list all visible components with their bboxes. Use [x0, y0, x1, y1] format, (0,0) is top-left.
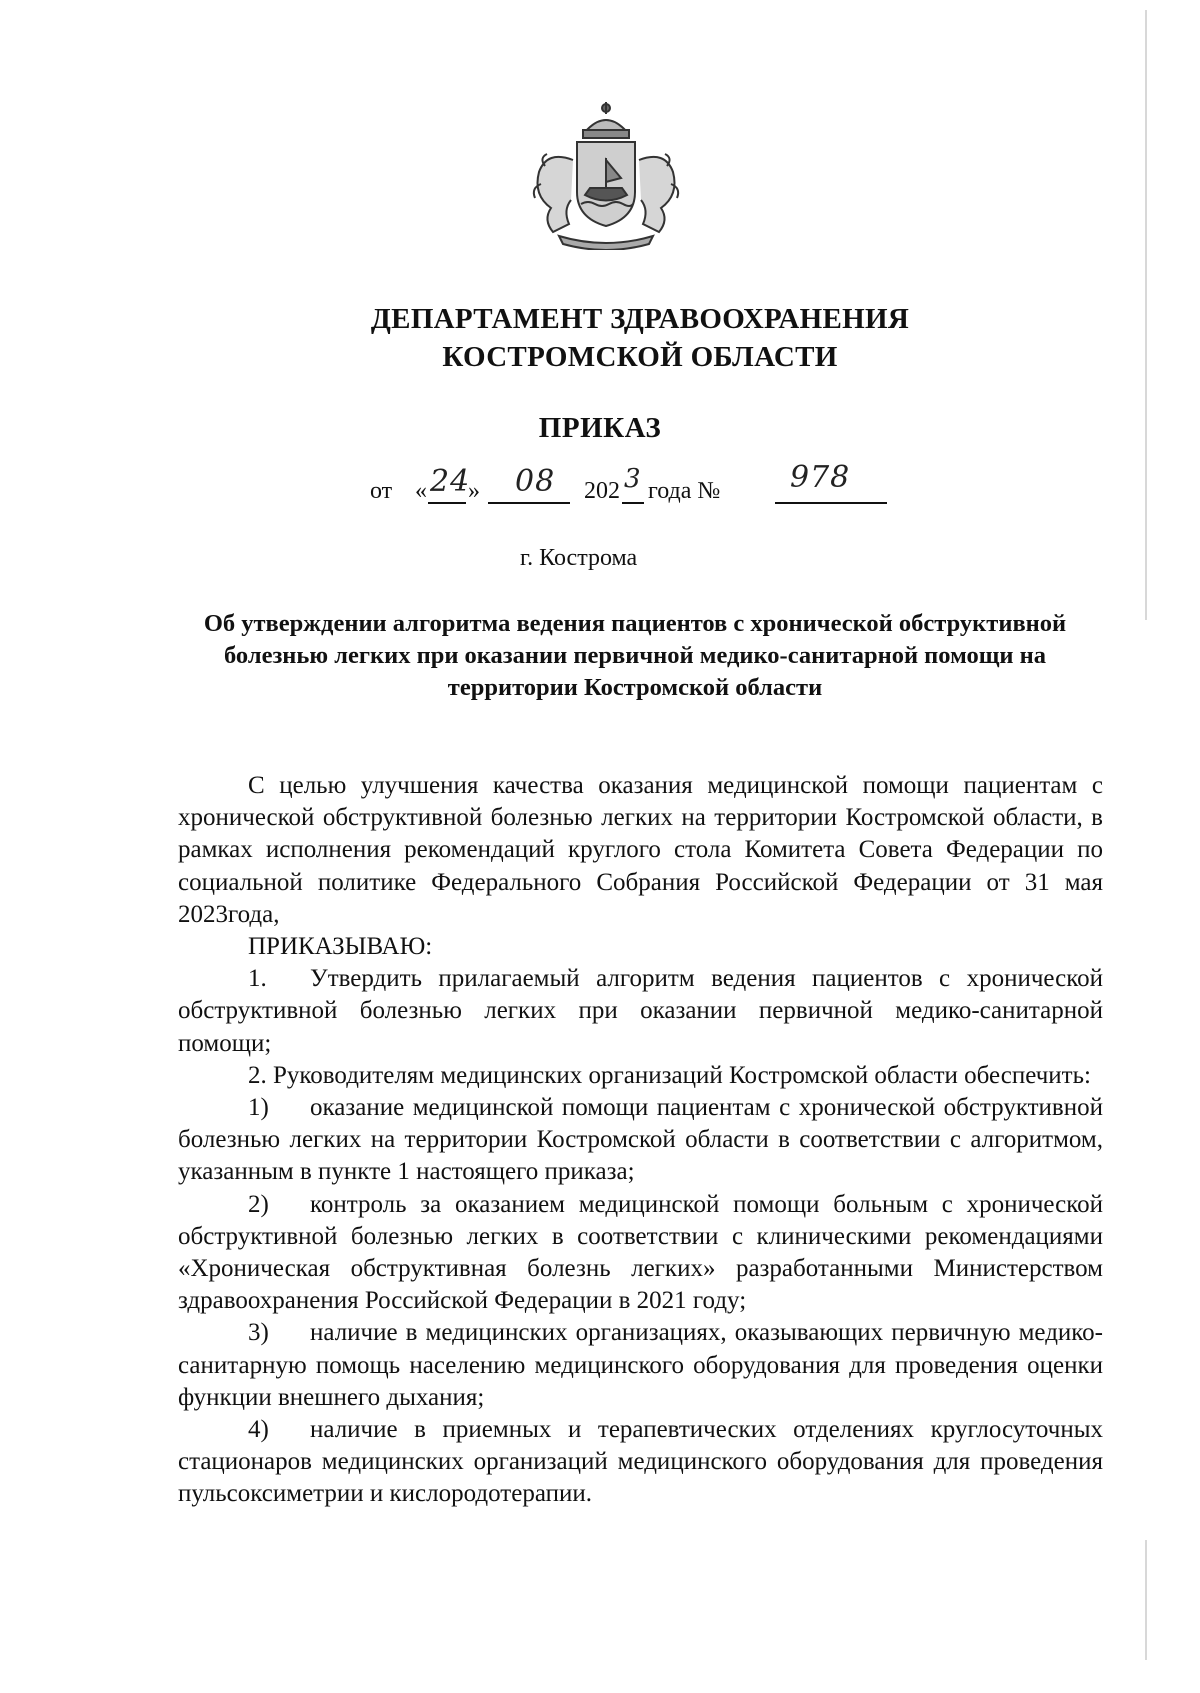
order-title: Об утверждении алгоритма ведения пациентов с хронической обструктивной болезнью легких при оказании первичной медико-санитарной помощи на территории Костромской области — [203, 610, 1067, 701]
handwritten-number: 978 — [790, 460, 851, 495]
open-quote: « — [415, 478, 427, 504]
city: г. Кострома — [520, 545, 638, 571]
decree-word: ПРИКАЗЫВАЮ: — [248, 933, 433, 961]
order-body — [178, 770, 1103, 1511]
subitem-3-text: наличие в медицинских организациях, оказывающих первичную медико-санитарную помощь населению медицинского оборудования для проведения оценки функции внешнего дыхания; — [178, 1319, 1103, 1411]
number-underline — [775, 502, 887, 504]
item-1-text: Утвердить прилагаемый алгоритм ведения пациентов с хронической обструктивной болезнью легких при оказании первичной медико-санитарной помощи; — [178, 965, 1103, 1057]
close-quote: » — [468, 478, 480, 504]
subitem-3-number: 3) — [248, 1319, 269, 1347]
subitem-4 — [178, 1414, 1103, 1511]
year-underline — [622, 502, 644, 504]
order-heading: ПРИКАЗ — [538, 412, 662, 444]
handwritten-month: 08 — [515, 464, 556, 499]
item-1 — [178, 963, 1103, 1060]
scan-edge-line-bottom — [1145, 1540, 1147, 1660]
year-and-number-label: года № — [648, 478, 721, 504]
item-1-number: 1. — [248, 965, 267, 993]
department-header — [330, 300, 950, 376]
intro-paragraph: С целью улучшения качества оказания медицинской помощи пациентам с хронической обструктивной болезнью легких на территории Костромской области, в рамках исполнения рекомендаций круглого стола Комитета Совета Федерации по социальной политике Федерального Собрания Российской Федерации от 31 мая 2023года, — [178, 772, 1103, 928]
order-date-line — [370, 460, 930, 510]
scan-edge-line — [1145, 10, 1147, 620]
subitem-2-number: 2) — [248, 1190, 269, 1218]
handwritten-year-digit: 3 — [624, 464, 642, 494]
subitem-4-number: 4) — [248, 1416, 269, 1444]
subitem-1-number: 1) — [248, 1094, 269, 1122]
from-label: от — [370, 478, 393, 504]
subitem-1-text: оказание медицинской помощи пациентам с хронической обструктивной болезнью легких на территории Костромской области в соответствии с алгоритмом, указанным в пункте 1 настоящего приказа; — [178, 1094, 1103, 1186]
day-underline — [428, 502, 466, 504]
subitem-2 — [178, 1189, 1103, 1318]
coat-of-arms-emblem — [525, 100, 687, 250]
item-2: 2. Руководителям медицинских организаций Костромской области обеспечить: — [248, 1061, 1091, 1089]
subitem-4-text: наличие в приемных и терапевтических отделениях круглосуточных стационаров медицинских организаций медицинского оборудования для проведения пульсоксиметрии и кислородотерапии. — [178, 1416, 1103, 1508]
subitem-2-text: контроль за оказанием медицинской помощи больным с хронической обструктивной болезнью легких в соответствии с клиническими рекомендациями «Хроническая обструктивная болезнь легких» разработанными Министерством здравоохранения Российской Федерации в 2021 году; — [178, 1190, 1103, 1315]
subitem-1 — [178, 1092, 1103, 1189]
header-line-1: ДЕПАРТАМЕНТ ЗДРАВООХРАНЕНИЯ — [370, 303, 910, 335]
handwritten-day: 24 — [430, 464, 471, 499]
subitem-3 — [178, 1317, 1103, 1414]
month-underline — [488, 502, 570, 504]
year-prefix: 202 — [584, 478, 620, 504]
header-line-2: КОСТРОМСКОЙ ОБЛАСТИ — [442, 341, 838, 373]
